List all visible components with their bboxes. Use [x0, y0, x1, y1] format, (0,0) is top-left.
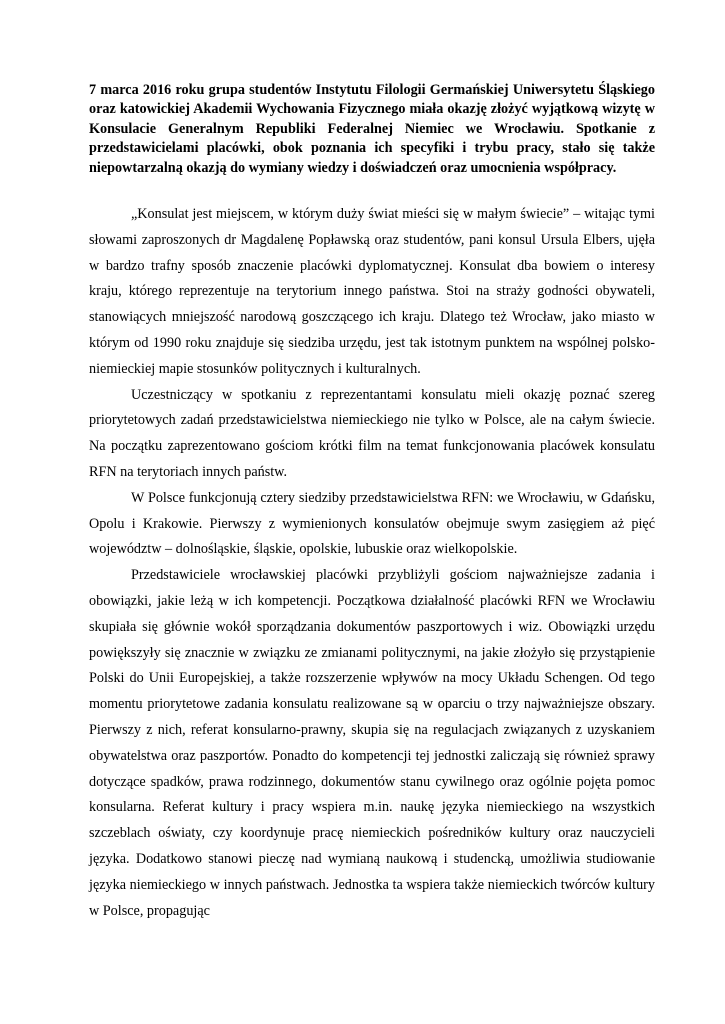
body-paragraph-3: W Polsce funkcjonują cztery siedziby przedstawicielstwa RFN: we Wrocławiu, w Gdańsku, Opolu i Krakowie. Pierwszy z wymienionych konsulatów obejmuje swym zasięgiem aż pięć województw – dolnośląskie, śląskie, opolskie, lubuskie oraz wielkopolskie.	[89, 489, 655, 558]
document-body	[89, 81, 655, 924]
body-paragraph-4: Przedstawiciele wrocławskiej placówki przybliżyli gościom najważniejsze zadania i obowiązki, jakie leżą w ich kompetencji. Początkowa działalność placówki RFN we Wrocławiu skupiała się głównie wokół sporządzania dokumentów paszportowych i wiz. Obowiązki urzędu powiększyły się znacznie w związku ze zmianami politycznymi, na jakie złożyło się przystąpienie Polski do Unii Europejskiej, a także rozszerzenie wpływów na mocy Układu Schengen. Od tego momentu priorytetowe zadania konsulatu realizowane są w oparciu o trzy najważniejsze obszary. Pierwszy z nich, referat konsularno-prawny, skupia się na regulacjach związanych z uzyskaniem obywatelstwa oraz paszportów. Ponadto do kompetencji tej jednostki zaliczają się również sprawy dotyczące spadków, prawa rodzinnego, dokumentów stanu cywilnego oraz ogólnie pojęta pomoc konsularna. Referat kultury i pracy wspiera m.in. naukę języka niemieckiego na wszystkich szczeblach oświaty, czy koordynuje pracę niemieckich pośredników kultury oraz nauczycieli języka. Dodatkowo stanowi pieczę nad wymianą naukową i studencką, umożliwia studiowanie języka niemieckiego w innych państwach. Jednostka ta wspiera także niemieckich twórców kultury w Polsce, propagując	[89, 567, 655, 919]
lead-paragraph: 7 marca 2016 roku grupa studentów Instytutu Filologii Germańskiej Uniwersytetu Śląskiego oraz katowickiej Akademii Wychowania Fizycznego miała okazję złożyć wyjątkową wizytę w Konsulacie Generalnym Republiki Federalnej Niemiec we Wrocławiu. Spotkanie z przedstawicielami placówki, obok poznania ich specyfiki i trybu pracy, stało się także niepowtarzalną okazją do wymiany wiedzy i doświadczeń oraz umocnienia współpracy.	[89, 82, 655, 176]
body-paragraph-2: Uczestniczący w spotkaniu z reprezentantami konsulatu mieli okazję poznać szereg priorytetowych zadań przedstawicielstwa niemieckiego nie tylko w Polsce, ale na całym świecie. Na początku zaprezentowano gościom krótki film na temat funkcjonowania placówek konsulatu RFN na terytoriach innych państw.	[89, 386, 655, 480]
body-paragraph-1: „Konsulat jest miejscem, w którym duży świat mieści się w małym świecie” – witając tymi słowami zaproszonych dr Magdalenę Popławską oraz studentów, pani konsul Ursula Elbers, ujęła w bardzo trafny sposób znaczenie placówki dyplomatycznej. Konsulat dba bowiem o interesy kraju, którego reprezentuje na terytorium innego państwa. Stoi na straży godności obywateli, stanowiących mniejszość narodową goszczącego ich kraju. Dlatego też Wrocław, jako miasto w którym od 1990 roku znajduje się siedziba urzędu, jest tak istotnym punktem na wspólnej polsko-niemieckiej mapie stosunków politycznych i kulturalnych.	[89, 206, 655, 377]
